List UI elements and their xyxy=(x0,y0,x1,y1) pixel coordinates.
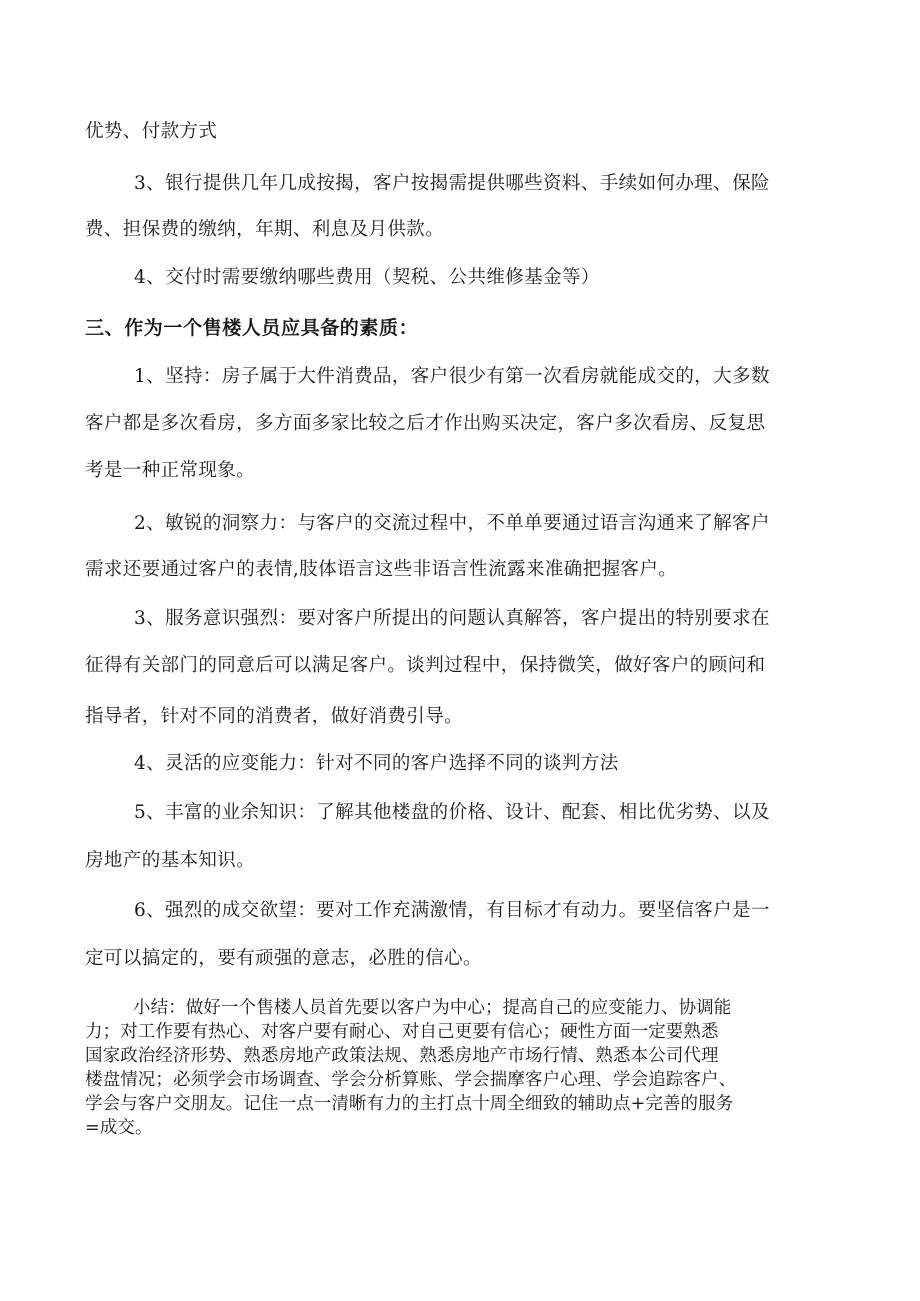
paragraph-line: 3、银行提供几年几成按揭，客户按揭需提供哪些资料、手续如何办理、保险 xyxy=(134,173,770,194)
section-heading: 三、作为一个售楼人员应具备的素质： xyxy=(85,317,419,339)
summary-line: 国家政治经济形势、熟悉房地产政策法规、熟悉房地产市场行情、熟悉本公司代理 xyxy=(85,1046,719,1066)
item-line: 考是一种正常现象。 xyxy=(85,460,256,481)
item-line: 指导者，针对不同的消费者，做好消费引导。 xyxy=(85,706,464,727)
item-line: 定可以搞定的，要有顽强的意志，必胜的信心。 xyxy=(85,948,482,969)
summary-line: 力；对工作要有热心、对客户要有耐心、对自己更要有信心；硬性方面一定要熟悉 xyxy=(85,1022,719,1042)
item-line: 1、坚持：房子属于大件消费品，客户很少有第一次看房就能成交的，大多数 xyxy=(134,366,770,387)
paragraph-line: 优势、付款方式 xyxy=(85,121,218,142)
summary-line: 学会与客户交朋友。记住一点一清晰有力的主打点十周全细致的辅助点+完善的服务 xyxy=(85,1094,734,1114)
item-line: 征得有关部门的同意后可以满足客户。谈判过程中，保持微笑，做好客户的顾问和 xyxy=(85,655,766,676)
item-line: 3、服务意识强烈：要对客户所提出的问题认真解答，客户提出的特别要求在 xyxy=(134,608,770,629)
item-line: 6、强烈的成交欲望：要对工作充满激情，有目标才有动力。要坚信客户是一 xyxy=(134,900,770,921)
paragraph-line: 费、担保费的缴纳，年期、利息及月供款。 xyxy=(85,219,445,240)
paragraph-line: 4、交付时需要缴纳哪些费用（契税、公共维修基金等） xyxy=(134,267,600,288)
summary-line: 楼盘情况；必须学会市场调查、学会分析算账、学会揣摩客户心理、学会追踪客户、 xyxy=(85,1070,737,1090)
item-line: 2、敏锐的洞察力：与客户的交流过程中，不单单要通过语言沟通来了解客户 xyxy=(134,513,770,534)
summary-paragraph xyxy=(85,996,815,1140)
item-line: 房地产的基本知识。 xyxy=(85,850,256,871)
summary-line: 小结：做好一个售楼人员首先要以客户为中心；提高自己的应变能力、协调能 xyxy=(133,998,732,1018)
item-line: 需求还要通过客户的表情,肢体语言这些非语言性流露来准确把握客户。 xyxy=(85,559,678,580)
summary-line: =成交。 xyxy=(85,1118,153,1138)
item-line: 5、丰富的业余知识：了解其他楼盘的价格、设计、配套、相比优劣势、以及 xyxy=(134,802,770,823)
item-line: 客户都是多次看房，多方面多家比较之后才作出购买决定，客户多次看房、反复思 xyxy=(85,413,766,434)
item-line: 4、灵活的应变能力：针对不同的客户选择不同的谈判方法 xyxy=(134,753,619,774)
